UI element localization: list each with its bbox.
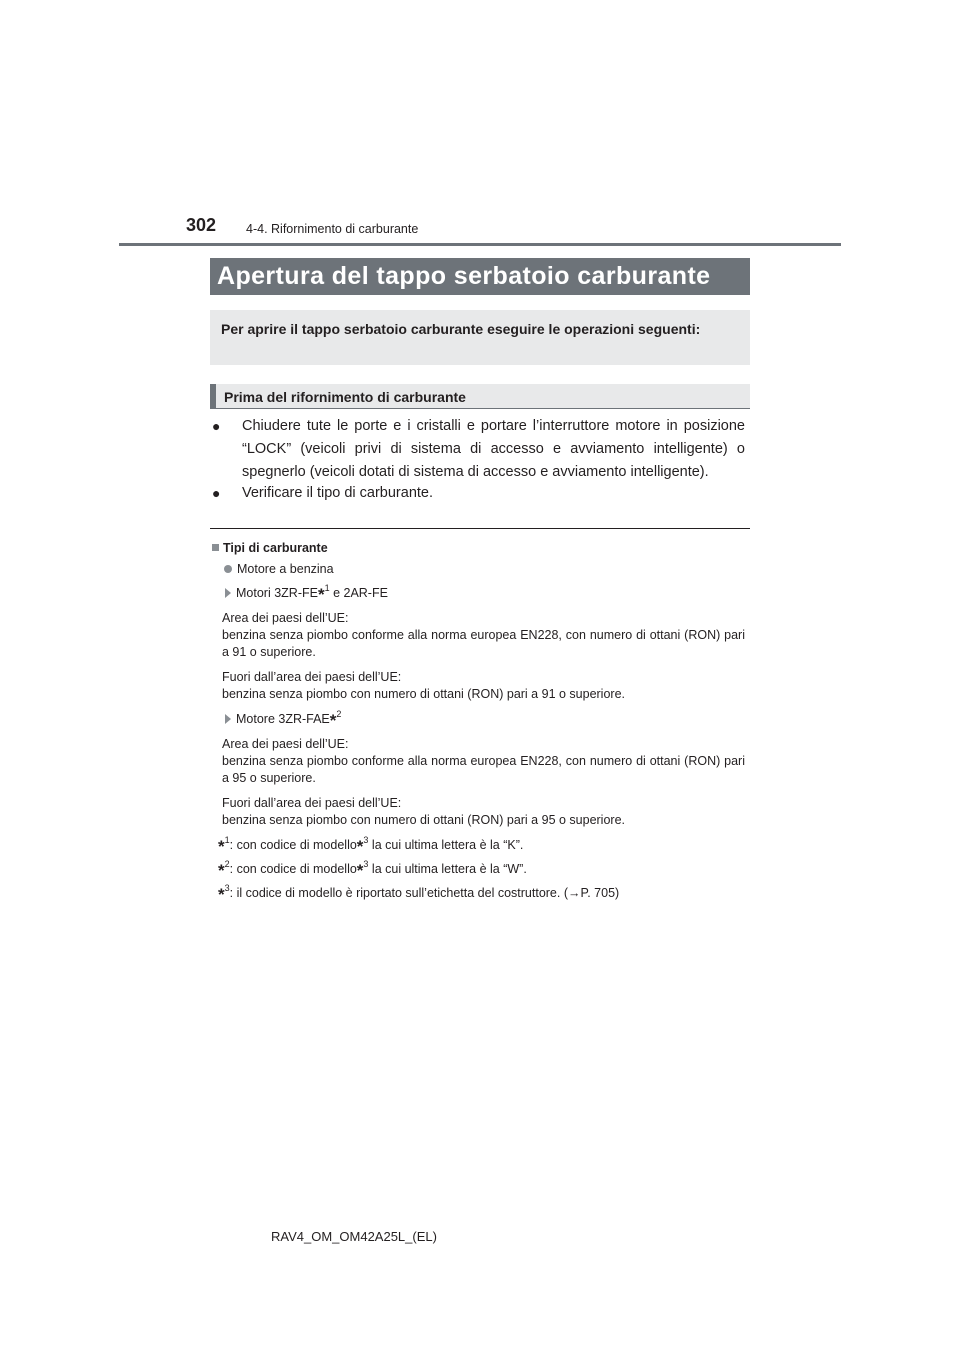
footnote-star: * — [218, 885, 225, 904]
list-item — [210, 415, 745, 484]
gray-triangle-icon — [225, 714, 231, 724]
non-eu-area-text: benzina senza piombo con numero di ottani (RON) pari a 95 o superiore. — [222, 813, 625, 827]
footnote-ref: 3 — [363, 859, 369, 869]
footnote — [218, 837, 748, 854]
footnote-ref: 3 — [363, 835, 369, 845]
list-item-text: Chiudere tute le porte e i cristalli e portare l’interruttore motore in posizione “LOCK” (veicoli privi di sistema di accesso e avviamento intelligente) o spegnerlo (veicoli dotati di sistema di accesso e avviamento intelligente). — [242, 418, 745, 480]
engine-group-2-name: Motore 3ZR-FAE — [236, 712, 330, 726]
page-number: 302 — [186, 215, 217, 235]
footnote-text: : il codice di modello è riportato sull’etichetta del costruttore. (→P. 705) — [229, 886, 620, 900]
gray-circle-icon — [224, 565, 232, 573]
engine-group-1-label — [225, 585, 388, 602]
footnote-text: la cui ultima lettera è la “W”. — [368, 862, 527, 876]
section-divider — [210, 528, 750, 529]
footnote-number: 2 — [224, 859, 230, 869]
fuel-types-heading — [212, 540, 328, 557]
footnote-ref: 1 — [324, 583, 330, 593]
non-eu-area-label: Fuori dall’area dei paesi dell’UE: — [222, 670, 402, 684]
list-item — [210, 482, 745, 505]
section-title: 4-4. Rifornimento di carburante — [246, 222, 419, 236]
engine-group-2-label — [225, 711, 341, 728]
engine-group-1-suffix: e 2AR-FE — [329, 586, 388, 600]
footnote-ref: 2 — [336, 709, 342, 719]
black-circle-icon: ● — [212, 485, 221, 501]
eu-area-text: benzina senza piombo conforme alla norma europea EN228, con numero di ottani (RON) pari a 95 o superiore. — [222, 754, 745, 785]
footnote — [218, 885, 748, 902]
gray-square-icon — [212, 544, 219, 551]
footnote-star: * — [356, 837, 364, 856]
black-circle-icon: ● — [212, 418, 221, 434]
footnote — [218, 861, 748, 878]
footnote-star: * — [356, 861, 364, 880]
non-eu-area-95 — [222, 795, 745, 829]
eu-area-text: benzina senza piombo conforme alla norma europea EN228, con numero di ottani (RON) pari a 91 o superiore. — [222, 628, 745, 659]
page-title: Apertura del tappo serbatoio carburante — [210, 258, 750, 295]
gray-triangle-icon — [225, 588, 231, 598]
footnote-star: * — [317, 585, 325, 604]
engine-group-1-name: Motori 3ZR-FE — [236, 586, 318, 600]
eu-area-label: Area dei paesi dell’UE: — [222, 737, 349, 751]
engine-type — [224, 561, 334, 578]
footer-document-code: RAV4_OM_OM42A25L_(EL) — [271, 1229, 437, 1244]
eu-area-label: Area dei paesi dell’UE: — [222, 611, 349, 625]
footnote-star: * — [218, 861, 225, 880]
footnote-star: * — [218, 837, 225, 856]
non-eu-area-91 — [222, 669, 745, 703]
header-divider — [119, 243, 841, 246]
intro-text: Per aprire il tappo serbatoio carburante eseguire le operazioni seguenti: — [221, 321, 701, 337]
footnote-text: : con codice di modello — [229, 862, 357, 876]
footnote-star: * — [329, 711, 337, 730]
footnote-text: la cui ultima lettera è la “K”. — [368, 838, 524, 852]
engine-type-text: Motore a benzina — [237, 562, 334, 576]
eu-area-91 — [222, 610, 745, 661]
footnote-text: : con codice di modello — [229, 838, 357, 852]
eu-area-95 — [222, 736, 745, 787]
subsection-heading: Prima del rifornimento di carburante — [210, 384, 750, 409]
fuel-types-heading-text: Tipi di carburante — [223, 541, 328, 555]
footnote-number: 1 — [224, 835, 230, 845]
list-item-text: Verificare il tipo di carburante. — [242, 485, 434, 501]
footnote-number: 3 — [224, 883, 230, 893]
intro-box — [210, 310, 750, 365]
non-eu-area-label: Fuori dall’area dei paesi dell’UE: — [222, 796, 402, 810]
non-eu-area-text: benzina senza piombo con numero di ottani (RON) pari a 91 o superiore. — [222, 687, 625, 701]
